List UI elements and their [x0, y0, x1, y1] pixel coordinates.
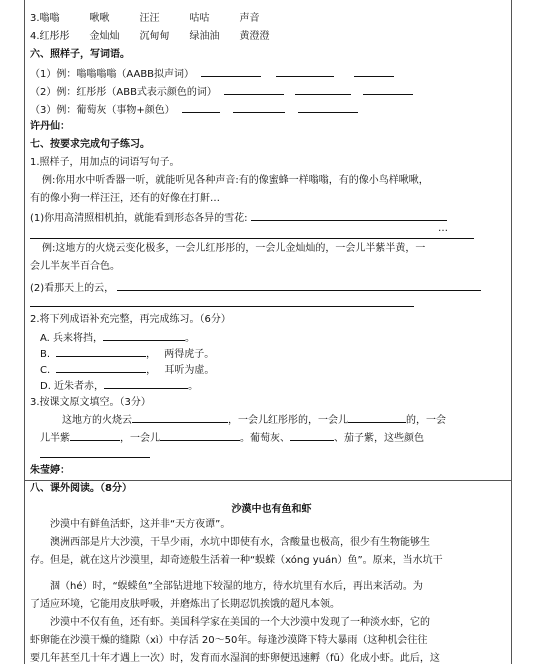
answer-line[interactable] [117, 280, 481, 291]
fill-text: 儿半紫 [40, 433, 70, 444]
example-1-line-b: 有的像小狗一样汪汪，还有的好像在打鼾… [30, 193, 220, 204]
reading-line: 澳洲西部是片大沙漠，干旱少雨，水坑中即使有水，含酸量也极高，很少有生物能够生 [50, 537, 430, 548]
fill-line-2 [40, 430, 424, 446]
idiom-c-tail: ， 耳听为虚。 [146, 365, 215, 376]
idiom-c-text: C. [40, 365, 51, 376]
blank[interactable] [160, 430, 240, 441]
answer-line-full[interactable] [30, 294, 414, 307]
idiom-d: D. 近朱者赤， 。 [40, 378, 198, 394]
fill-text: 。葡萄灰、 [240, 433, 290, 444]
exercise-1-text: （1）例：嗡嗡嗡嗡（AABB拟声词） [30, 69, 195, 80]
exercise-3-text: （3）例：葡萄灰（事物+颜色） [30, 105, 175, 116]
blank[interactable] [132, 412, 228, 423]
answer-line[interactable] [40, 446, 150, 458]
line-4: 4.红彤彤 金灿灿 沉甸甸 绿油油 黄澄澄 [30, 31, 270, 42]
idiom-a: A. 兵来将挡， 。 [40, 330, 195, 346]
blank[interactable] [363, 84, 413, 95]
idiom-b-tail: ， 两得虎子。 [146, 349, 215, 360]
exercise-3 [30, 102, 358, 118]
student-name-1: 许丹仙： [30, 121, 70, 132]
blank[interactable] [104, 378, 188, 389]
section-8-heading: 八、课外阅读。（8分） [30, 483, 132, 494]
idiom-d-text: D. 近朱者赤， [40, 381, 105, 392]
section-6-heading: 六、照样子，写词语。 [30, 49, 130, 60]
exercise-1 [30, 66, 394, 82]
blank[interactable] [103, 330, 185, 341]
ellipsis: … [438, 223, 448, 234]
reading-line: 存。但是，就在这片沙漠里，却奇迹般生活着一种“蜈蝾（xóng yuán）鱼”。原来，当水坑干 [30, 555, 443, 566]
idiom-b [40, 346, 214, 362]
question-1: 1.照样子，用加点的词语写句子。 [30, 157, 180, 168]
section-7-heading: 七、按要求完成句子练习。 [30, 139, 150, 150]
answer-line-full[interactable] [30, 226, 474, 239]
blank[interactable] [182, 102, 220, 113]
answer-line[interactable] [251, 210, 447, 221]
student-name-2: 朱莹婷： [30, 465, 70, 476]
blank[interactable] [276, 66, 334, 77]
line-3: 3.嗡嗡 啾啾 汪汪 咕咕 声音 [30, 13, 260, 24]
prompt-1-text: (1)你用高清照相机拍，就能看到形态各异的雪花: [30, 213, 248, 224]
blank[interactable] [201, 66, 261, 77]
blank[interactable] [56, 346, 146, 357]
reading-title: 沙漠中也有鱼和虾 [231, 504, 312, 515]
idiom-c [40, 362, 214, 378]
prompt-1 [30, 210, 447, 226]
blank[interactable] [298, 102, 358, 113]
idiom-a-text: A. 兵来将挡， [40, 333, 104, 344]
exercise-2 [30, 84, 413, 100]
reading-line: 了适应环境，它能用皮肤呼吸，并磨炼出了长期忍饥挨饿的超凡本领。 [30, 599, 340, 610]
fill-text: 的，一会 [406, 415, 446, 426]
example-2-line-b: 会儿半灰半百合色。 [30, 261, 120, 272]
example-2-line-a: 例:这地方的火烧云变化极多，一会儿红彤彤的，一会儿金灿灿的，一会儿半紫半黄，一 [42, 243, 426, 254]
blank[interactable] [295, 84, 351, 95]
question-2: 2.将下列成语补充完整，再完成练习。（6分） [30, 314, 231, 325]
blank[interactable] [233, 102, 285, 113]
blank[interactable] [354, 66, 394, 77]
blank[interactable] [224, 84, 284, 95]
fill-text: 这地方的火烧云 [62, 415, 132, 426]
blank[interactable] [348, 412, 406, 423]
fill-text: ，一会儿 [120, 433, 160, 444]
fill-text: ，一会儿红彤彤的，一会儿 [228, 415, 348, 426]
blank[interactable] [70, 430, 120, 441]
left-border [24, 0, 25, 664]
fill-line-1 [62, 412, 446, 428]
idiom-b-text: B. [40, 349, 51, 360]
blank[interactable] [290, 430, 334, 441]
reading-line: 沙漠中有鲜鱼活虾，这并非“天方夜谭”。 [50, 519, 231, 530]
reading-line: 要几年甚至几十年才遇上一次）时，发育而水湿润的虾卵便迅速孵（fū）化成小虾。此后，这 [30, 653, 440, 664]
blank[interactable] [56, 362, 146, 373]
question-3: 3.按课文原文填空。（3分） [30, 397, 151, 408]
prompt-2-text: (2)看那天上的云， [30, 283, 115, 294]
fill-text: 、茄子紫，这些颜色 [334, 433, 424, 444]
example-1-line-a: 例:你用水中听香器一听，就能听见各种声音:有的像蜜蜂一样嗡嗡，有的像小鸟样啾啾， [42, 175, 429, 186]
reading-line: 涸（hé）时，“蜈蝾鱼”全部钻进地下较湿的地方，待水坑里有水后，再出来活动。为 [50, 581, 423, 592]
reading-line: 虾卵能在沙漠干燥的缝隙（xì）中存活 20～50年。每逢沙漠降下特大暴雨（这种机会往往 [30, 635, 428, 646]
exercise-2-text: （2）例：红彤彤（ABB式表示颜色的词） [30, 87, 217, 98]
reading-line: 沙漠中不仅有鱼，还有虾。美国科学家在美国的一个大沙漠中发现了一种淡水虾，它的 [50, 617, 430, 628]
row-divider [24, 480, 512, 481]
right-border [511, 0, 512, 664]
